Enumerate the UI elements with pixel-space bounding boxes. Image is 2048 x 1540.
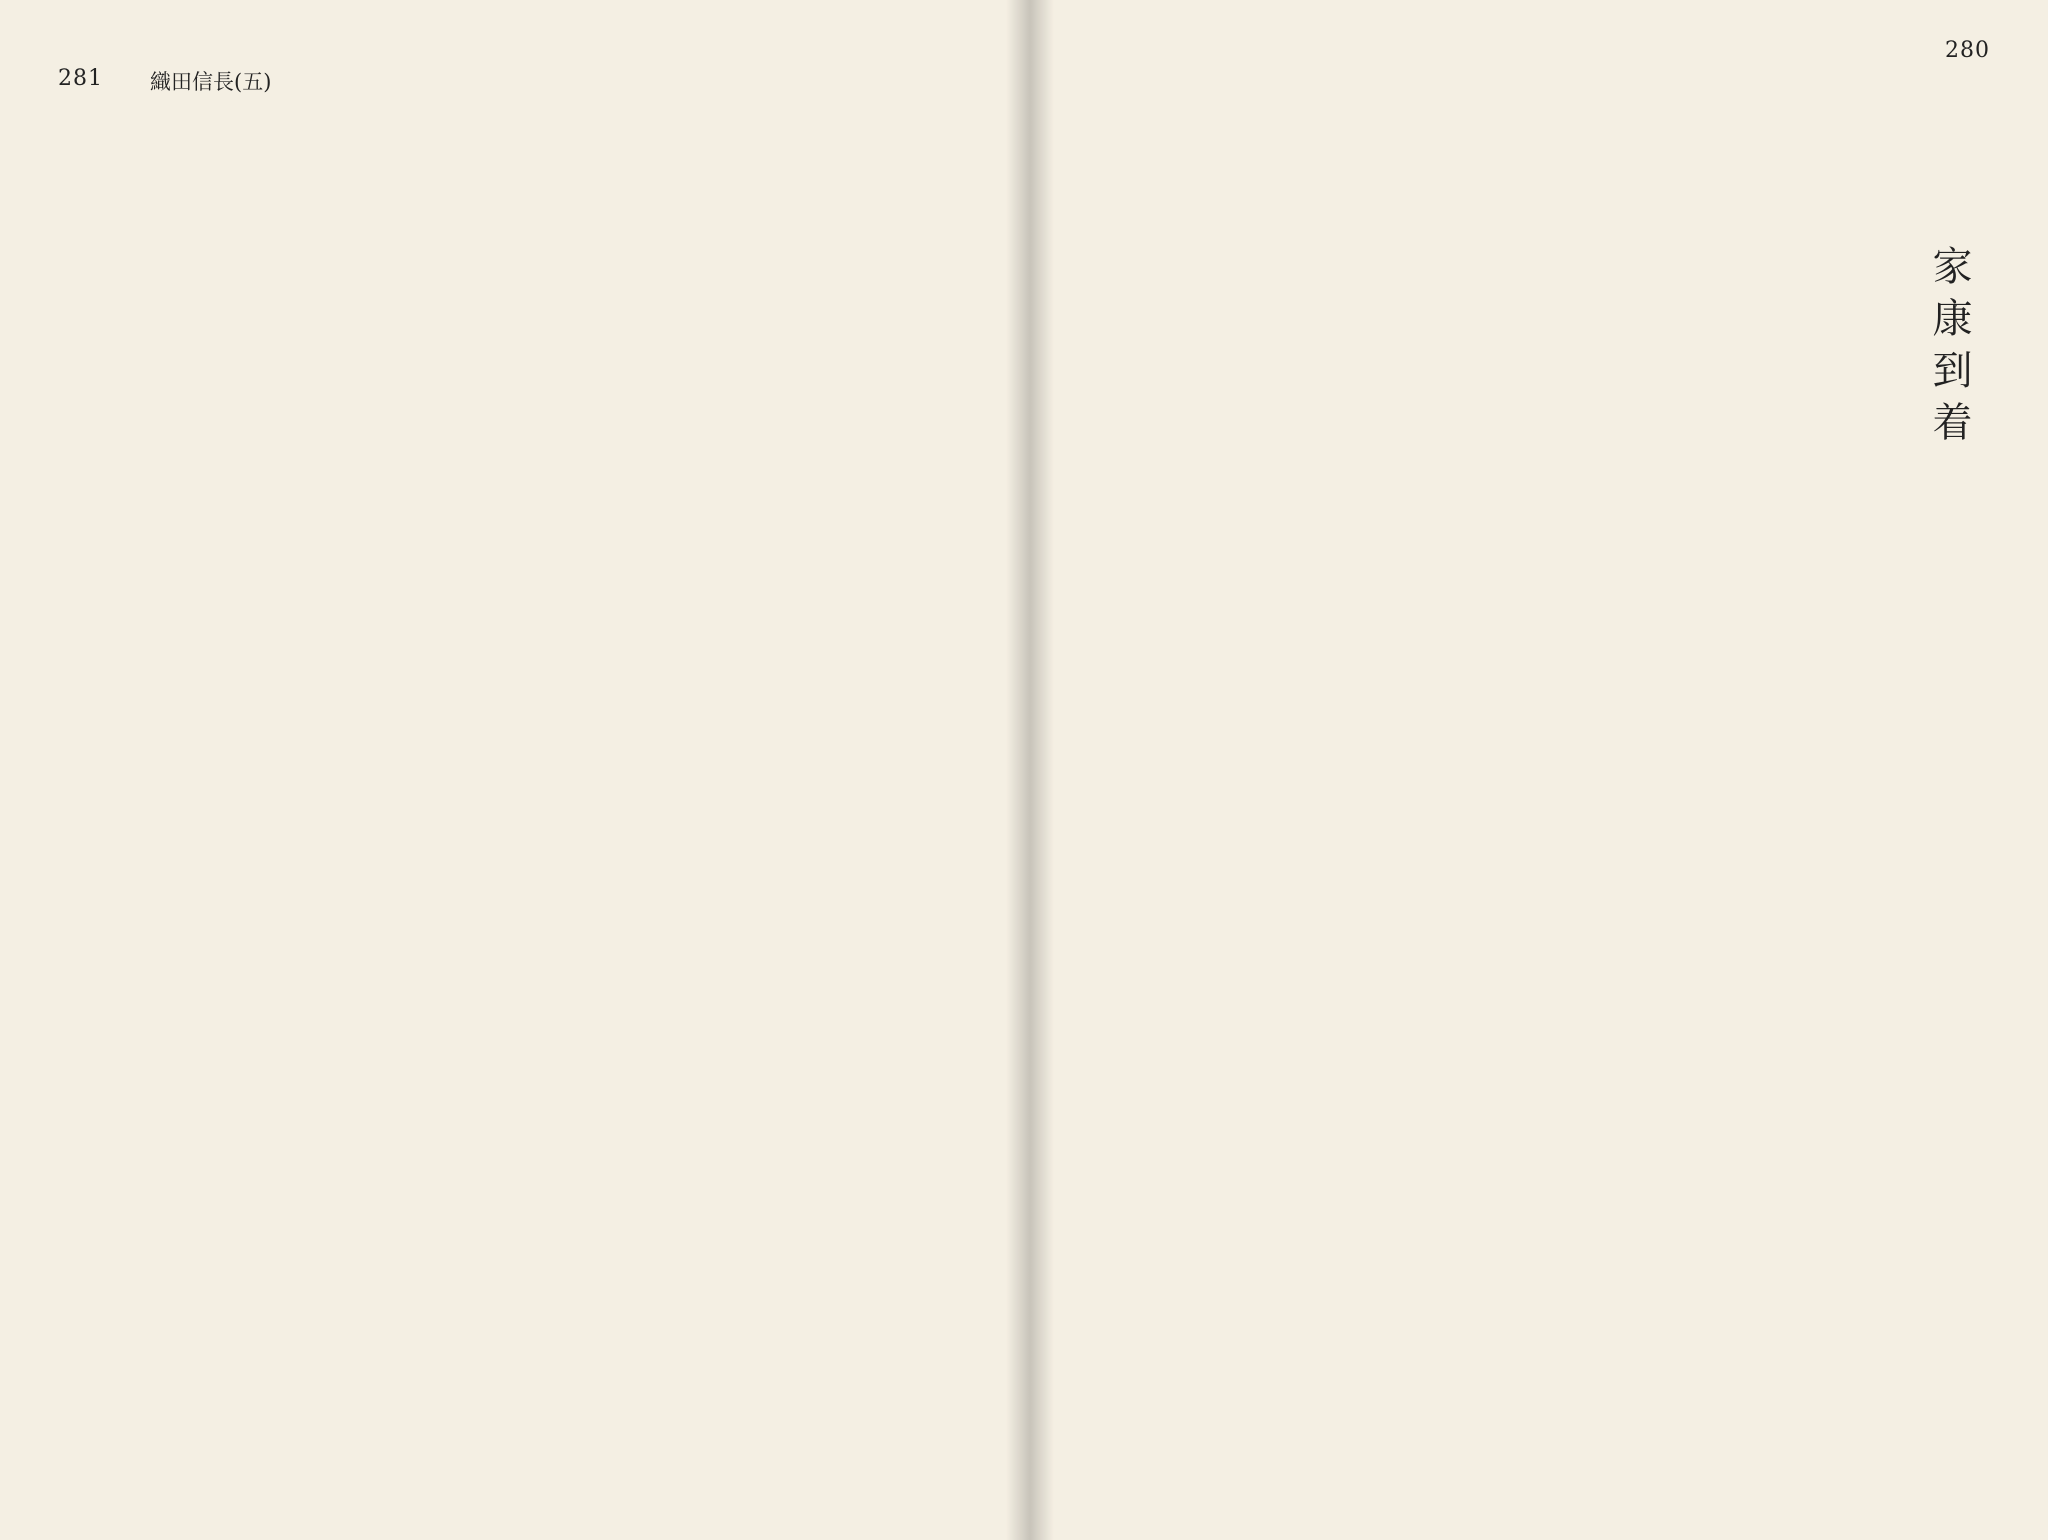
book-gutter	[1006, 0, 1054, 1540]
right-page	[1030, 0, 2048, 1540]
page-number-left: 281	[58, 66, 103, 91]
page-number-right: 280	[1945, 38, 1990, 63]
running-head: 織田信長(五)	[150, 70, 272, 94]
body-text-left	[38, 140, 988, 1480]
body-text-right	[1090, 140, 2010, 1480]
chapter-title: 家康到着	[1926, 245, 1972, 453]
